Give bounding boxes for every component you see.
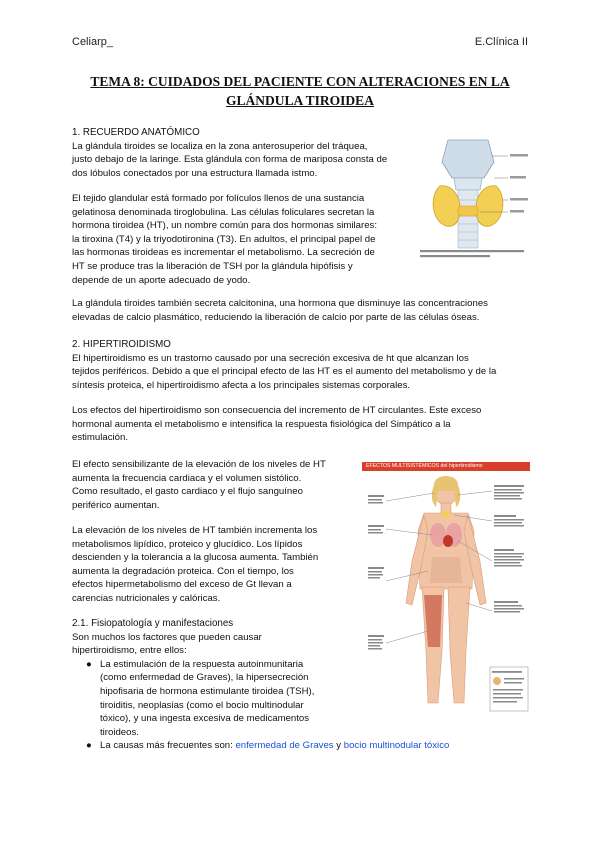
list-item (72, 739, 570, 753)
body-illustration (362, 471, 530, 714)
label-placeholders (510, 154, 528, 213)
text-line: descienden y la tolerancia a la glucosa aumenta. También (72, 552, 319, 564)
text-line: efectos hipermetabolismo del exceso de Gt llevan a (72, 579, 292, 591)
header-author: Celiarp_ (72, 36, 113, 48)
title-line-2: GLÁNDULA TIROIDEA (226, 93, 374, 108)
causes-list (72, 658, 450, 753)
text-line: la tiroxina (T4) y la triyodotironina (T3). En adultos, el principal papel de (72, 233, 376, 245)
text-line: hormonal aumenta el metabolismo e intensifica la respuesta fisiológica del Simpático a la (72, 418, 451, 430)
text-line: Los efectos del hipertiroidismo son consecuencia del incremento de HT circulantes. Este exceso (72, 405, 482, 416)
anatomy-paragraph-2 (72, 192, 412, 287)
section-1-heading: 1. RECUERDO ANATÓMICO (72, 127, 200, 138)
hyper-paragraph-1 (72, 352, 532, 393)
text-line: tiroideos. (100, 726, 139, 738)
text-line: las hormonas tiroideas es incrementar el metabolismo. La secreción de (72, 247, 375, 259)
trachea (458, 190, 478, 248)
text-line: metabolismos lipídico, proteico y glucídico. Los lípidos (72, 538, 303, 550)
text-line: La glándula tiroides se localiza en la zona anterosuperior del tráquea, (72, 140, 368, 152)
text-line: Como resultado, el gasto cardiaco y el flujo sanguíneo (72, 486, 303, 498)
bullet-icon: ● (86, 658, 92, 670)
figure-banner: EFECTOS MULTISISTÉMICOS del hipertiroidismo (362, 462, 530, 471)
hyper-paragraph-4 (72, 524, 352, 606)
section-hyperthyroidism (72, 338, 532, 392)
text-line: aumenta la degradación proteica. Con el tiempo, los (72, 565, 294, 577)
text-line: tejidos periféricos. Debido a que el principal efecto de las HT es el aumento del metabolismo y de la (72, 366, 497, 378)
page-title (60, 72, 540, 110)
text-line: El hipertiroidismo es un trastorno causado por una secreción excesiva de ht que alcanzan los (72, 352, 469, 364)
text-line: La estimulación de la respuesta autoinmunitaria (100, 658, 304, 670)
text-line: síntesis proteica, el hipertiroidismo afecta a los principales sistemas corporales. (72, 379, 411, 391)
graves-link[interactable]: enfermedad de Graves (235, 740, 334, 752)
human-body-icon (406, 477, 486, 703)
section-physiopathology (72, 617, 450, 753)
causes-connector: y (333, 740, 344, 752)
larynx-cartilage (442, 140, 494, 178)
hyper-paragraph-3 (72, 458, 352, 512)
text-line: justo debajo de la laringe. Esta glándula con forma de mariposa consta de (72, 154, 388, 166)
title-line-1: TEMA 8: CUIDADOS DEL PACIENTE CON ALTERACIONES EN LA (90, 74, 510, 89)
text-line: hipofisaria de hormona estimulante tiroidea (TSH), (100, 685, 315, 697)
text-line: tiroiditis, neoplasias (como el bocio multinodular (100, 699, 304, 711)
anatomy-paragraph-1 (72, 140, 412, 181)
inset-thumbnail (493, 677, 501, 685)
text-line: (como enfermedad de Graves), la hipersecreción (100, 672, 309, 684)
section-2-1-heading: 2.1. Fisiopatología y manifestaciones (72, 618, 234, 629)
text-line: El tejido glandular está formado por folículos llenos de una sustancia (72, 193, 365, 204)
text-line: HT se produce tras la liberación de TSH por la glándula hipófisis y (72, 260, 353, 272)
thyroid-anatomy-figure (418, 134, 530, 260)
thyroid-right-lobe (476, 186, 503, 227)
section-anatomy (72, 126, 412, 180)
toxic-goiter-link[interactable]: bocio multinodular tóxico (343, 740, 450, 752)
text-line: gelatinosa denominada tiroglobulina. Las células foliculares secretan la (72, 206, 375, 218)
text-line: hormona tiroidea (HT), un nombre común para dos hormonas similares: (72, 220, 377, 232)
text-line: aumenta la frecuencia cardiaca y el volumen sistólico. (72, 472, 302, 484)
text-line: elevadas de calcio plasmático, reduciendo la liberación de calcio por parte de las células óseas. (72, 311, 480, 323)
hyper-paragraph-2 (72, 404, 532, 445)
thyroid-left-lobe (433, 186, 460, 227)
bullet-icon: ● (86, 740, 92, 752)
text-line: El efecto sensibilizante de la elevación de los niveles de HT (72, 459, 326, 470)
text-line: estimulación. (72, 432, 128, 444)
text-line: La elevación de los niveles de HT también incrementa los (72, 525, 318, 536)
text-line: Son muchos los factores que pueden causar (72, 631, 262, 643)
text-line: carencias nutricionales y calóricas. (72, 592, 221, 604)
caption-placeholder (420, 250, 524, 257)
text-line: periférico aumentan. (72, 499, 160, 511)
text-line: tóxico), y una ingesta excesiva de medicamentos (100, 713, 310, 725)
text-line: La glándula tiroides también secreta calcitonina, una hormona que disminuye las concentraciones (72, 298, 488, 309)
cricoid-cartilage (454, 178, 482, 190)
multisystem-effects-figure (362, 462, 530, 714)
anatomy-paragraph-3 (72, 297, 532, 324)
header-course: E.Clínica II (474, 36, 528, 48)
thyroid-isthmus (458, 206, 478, 216)
section-2-heading: 2. HIPERTIROIDISMO (72, 339, 171, 350)
text-line: depende de un aporte adecuado de yodo. (72, 274, 251, 286)
text-line: dos lóbulos conectados por una estructura llamada istmo. (72, 167, 318, 179)
causes-prefix: La causas más frecuentes son: (100, 740, 236, 752)
list-item (72, 658, 352, 740)
text-line: hipertiroidismo, entre ellos: (72, 645, 187, 657)
